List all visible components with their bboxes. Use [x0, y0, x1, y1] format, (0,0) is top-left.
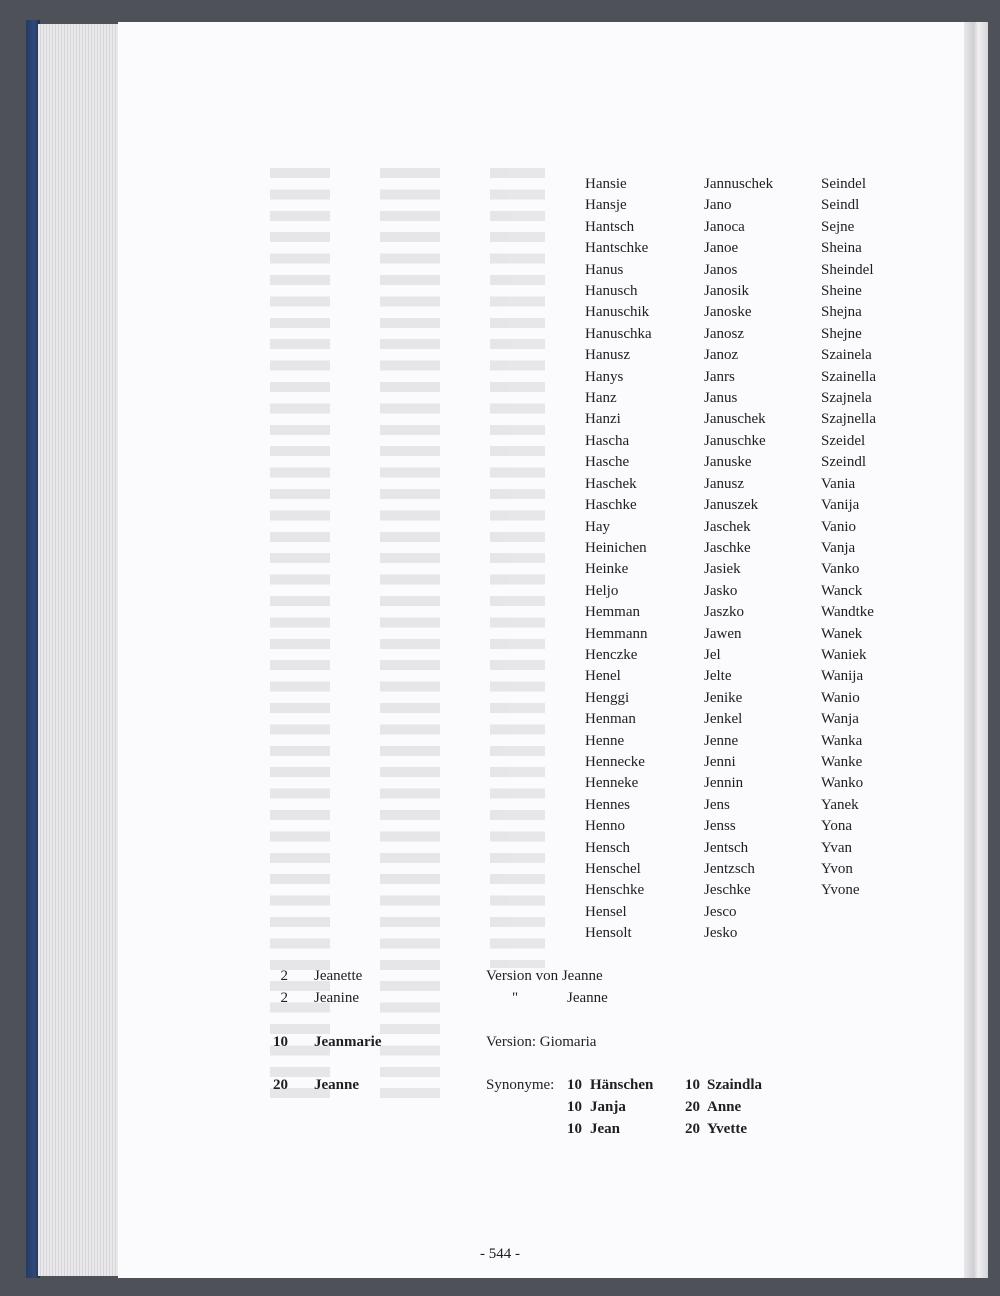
- name-list-item: Wanek: [821, 625, 863, 642]
- name-list-item: Henne: [585, 732, 625, 749]
- name-list-item: Yvone: [821, 882, 860, 899]
- name-list-item: Heinke: [585, 561, 629, 578]
- name-list-item: Wandtke: [821, 604, 874, 621]
- name-list-item: Hanusch: [585, 283, 638, 300]
- name-list-item: Wanke: [821, 753, 863, 770]
- name-list-item: Wanio: [821, 689, 860, 706]
- name-list-item: Henczke: [585, 646, 638, 663]
- name-list-item: Hensel: [585, 903, 627, 920]
- synonym-name: Yvette: [707, 1121, 747, 1137]
- page-number: - 544 -: [480, 1246, 520, 1262]
- name-list-item: Seindel: [821, 176, 866, 192]
- name-list-item: Henman: [585, 711, 636, 728]
- entry-name: Jeanette: [314, 968, 363, 984]
- name-list-item: Janosz: [704, 325, 744, 342]
- synonym-name: Jean: [590, 1121, 620, 1137]
- name-list-item: Hansje: [585, 197, 627, 214]
- entry-name: Jeanmarie: [314, 1034, 382, 1050]
- name-list-item: Seindl: [821, 197, 860, 214]
- name-list-item: Hemman: [585, 604, 640, 621]
- name-list-item: Hennes: [585, 796, 630, 813]
- name-list-item: Hemmann: [585, 625, 648, 642]
- name-list-item: Januschek: [704, 411, 766, 428]
- name-list-item: Jannuschek: [704, 176, 774, 192]
- name-list-item: Hay: [585, 518, 610, 535]
- synonym-count: 10: [567, 1077, 582, 1093]
- synonym-count: 10: [567, 1099, 582, 1115]
- name-list-item: Henel: [585, 668, 621, 685]
- name-list-item: Szajnela: [821, 390, 872, 407]
- name-list-item: Vania: [821, 475, 856, 492]
- name-list-item: Szajnella: [821, 411, 876, 428]
- synonym-name: Janja: [590, 1099, 626, 1115]
- entry-count: 10: [273, 1034, 288, 1050]
- name-list-item: Janoe: [704, 240, 739, 257]
- name-column-2: [704, 174, 773, 945]
- entry-name: Jeanne: [314, 1077, 359, 1093]
- name-list-item: Wanja: [821, 711, 859, 728]
- name-list-item: Jesco: [704, 903, 737, 920]
- name-list-item: Jenkel: [704, 711, 743, 728]
- name-list-item: Janrs: [704, 368, 735, 385]
- name-list-item: Jesko: [704, 925, 738, 942]
- name-list-item: Szainela: [821, 347, 872, 364]
- name-list-item: Wanck: [821, 582, 863, 599]
- name-list-item: Hanus: [585, 261, 624, 278]
- name-list-item: Henneke: [585, 775, 639, 792]
- name-list-item: Janoca: [704, 218, 745, 235]
- name-column-1: [585, 174, 652, 945]
- name-list-item: Jenike: [704, 689, 743, 706]
- name-list-item: Janos: [704, 261, 738, 278]
- name-list-item: Jens: [704, 796, 730, 813]
- name-list-item: Jeschke: [704, 882, 751, 899]
- name-list-item: Heinichen: [585, 539, 647, 556]
- name-list-item: Yvan: [821, 839, 852, 856]
- name-list-item: Heljo: [585, 582, 619, 599]
- synonym-count: 20: [685, 1099, 700, 1115]
- name-list-item: Hensch: [585, 839, 630, 856]
- name-list-item: Januszek: [704, 497, 759, 514]
- name-list-item: Haschek: [585, 475, 637, 492]
- name-list-item: Yona: [821, 818, 852, 835]
- name-list-item: Janoz: [704, 347, 739, 364]
- name-list-item: Sheine: [821, 283, 862, 300]
- name-list-item: Jaschke: [704, 539, 751, 556]
- name-list-item: Shejna: [821, 304, 862, 321]
- name-list-item: Vanja: [821, 539, 856, 556]
- name-list-item: Henno: [585, 818, 625, 835]
- synonym-count: 10: [685, 1077, 700, 1093]
- name-list-item: Jaszko: [704, 604, 744, 621]
- name-list-item: Jasko: [704, 582, 738, 599]
- name-list-item: Hanz: [585, 390, 617, 407]
- name-list-item: Jentzsch: [704, 861, 755, 877]
- entry-count: 2: [280, 990, 288, 1006]
- name-list-item: Hanuschka: [585, 325, 652, 342]
- name-list-item: Sheina: [821, 240, 862, 257]
- synonym-count: 10: [567, 1121, 582, 1137]
- name-list-item: Jel: [704, 646, 721, 663]
- name-list-item: Szeidel: [821, 432, 866, 449]
- name-list-item: Jawen: [704, 625, 742, 642]
- name-list-item: Januske: [704, 454, 752, 471]
- name-list-item: Janusz: [704, 475, 744, 492]
- name-list-item: Vanko: [821, 561, 860, 578]
- name-list-item: Jenss: [704, 818, 736, 835]
- name-list-item: Jennin: [704, 775, 744, 792]
- name-list-item: Vanio: [821, 518, 856, 535]
- name-list-item: Hanusz: [585, 347, 630, 364]
- name-list-item: Hantsch: [585, 218, 635, 235]
- name-list-item: Henschel: [585, 861, 641, 877]
- name-list-item: Hanys: [585, 368, 624, 385]
- name-list-item: Hensolt: [585, 925, 632, 942]
- synonym-count: 20: [685, 1121, 700, 1137]
- name-list-item: Hanzi: [585, 411, 621, 428]
- name-list-item: Wanija: [821, 668, 864, 685]
- name-list-item: Sheindel: [821, 261, 874, 278]
- ditto-mark: ": [512, 990, 519, 1006]
- name-list-item: Vanija: [821, 497, 860, 514]
- name-list-item: Hennecke: [585, 753, 645, 770]
- name-list-item: Janoske: [704, 304, 752, 321]
- name-list-item: Jenni: [704, 753, 736, 770]
- name-list-item: Jenne: [704, 732, 739, 749]
- name-list-item: Sejne: [821, 218, 855, 235]
- page-edges: [38, 24, 124, 1276]
- synonym-name: Hänschen: [590, 1077, 654, 1093]
- name-list-item: Henggi: [585, 689, 630, 706]
- name-list-item: Hanuschik: [585, 304, 650, 321]
- entry-note: Jeanne: [567, 990, 608, 1006]
- name-list-item: Wanka: [821, 732, 863, 749]
- name-list-item: Hansie: [585, 176, 627, 192]
- name-list-item: Janosik: [704, 283, 749, 300]
- entry-count: 20: [273, 1077, 288, 1093]
- name-list-item: Jelte: [704, 668, 732, 685]
- right-page-edges: [964, 22, 988, 1278]
- synonym-name: Szaindla: [707, 1077, 763, 1093]
- name-list-item: Yanek: [821, 796, 859, 813]
- name-list-item: Szainella: [821, 368, 876, 385]
- name-list-item: Yvon: [821, 861, 853, 877]
- name-list-item: Hasche: [585, 454, 630, 471]
- name-list-item: Jentsch: [704, 839, 749, 856]
- name-list-item: Haschke: [585, 497, 637, 514]
- entry-note: Version von Jeanne: [486, 968, 603, 984]
- name-list-item: Hascha: [585, 432, 630, 449]
- name-column-3: [821, 174, 876, 902]
- entry-note: Version: Giomaria: [486, 1034, 597, 1050]
- synonym-name: Anne: [707, 1099, 742, 1115]
- name-list-item: Hantschke: [585, 240, 649, 257]
- entry-name: Jeanine: [314, 990, 359, 1006]
- entry-note: Synonyme:: [486, 1077, 555, 1093]
- name-list-item: Janus: [704, 390, 738, 407]
- name-list-item: Januschke: [704, 432, 766, 449]
- name-list-item: Jaschek: [704, 518, 751, 535]
- name-list-item: Henschke: [585, 882, 645, 899]
- name-list-item: Waniek: [821, 646, 867, 663]
- name-list-item: Shejne: [821, 325, 862, 342]
- name-list-item: Wanko: [821, 775, 864, 792]
- name-list-item: Szeindl: [821, 454, 866, 471]
- name-list-item: Jano: [704, 197, 732, 214]
- entry-count: 2: [280, 968, 288, 984]
- name-list-item: Jasiek: [704, 561, 741, 578]
